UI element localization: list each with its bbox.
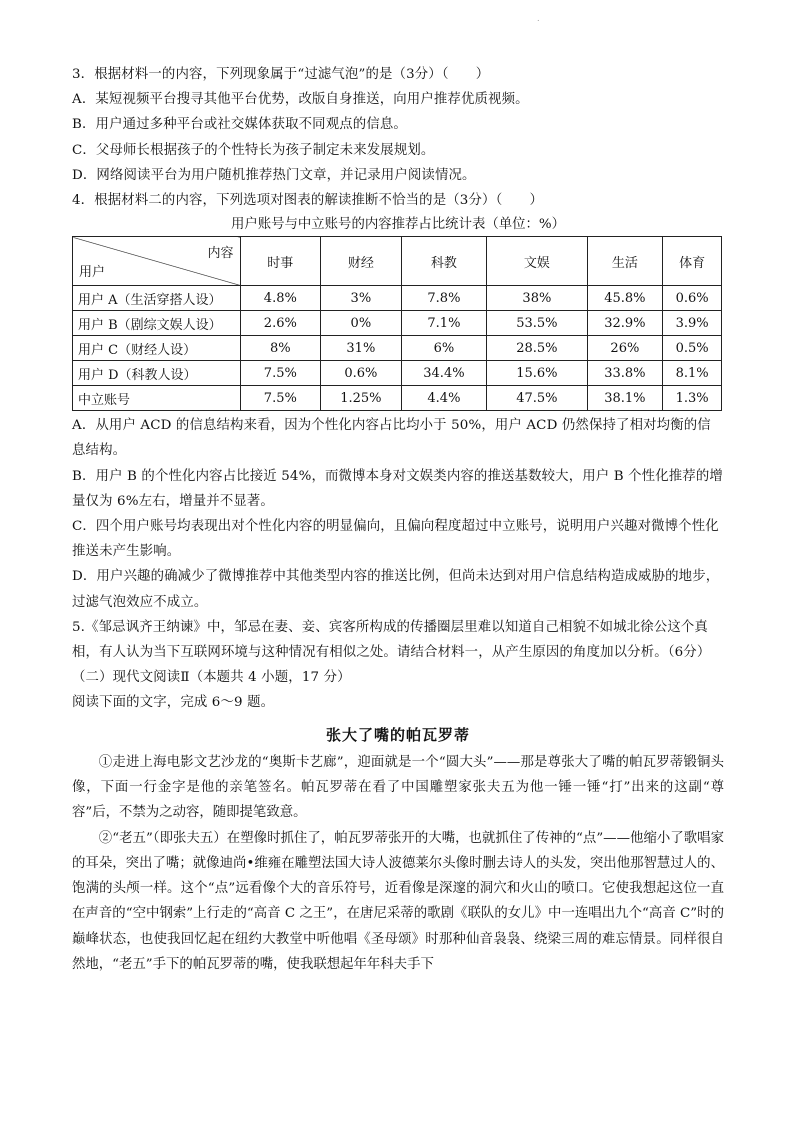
q3-stem: 3．根据材料一的内容，下列现象属于“过滤气泡”的是（3分）（ ） [72,67,490,82]
corner-top-label: 内容 [207,246,234,262]
table-cell: 0.6% [321,361,402,386]
table-cell: 53.5% [487,311,587,336]
q3-option-c: C．父母师长根据孩子的个性特长为孩子制定未来发展规划。 [72,142,435,158]
table-cell: 32.9% [587,311,663,336]
table-cell: 0% [321,311,402,336]
table-cell: 38% [487,286,587,311]
column-header: 体育 [663,237,722,286]
table-cell: 7.5% [240,361,321,386]
table-cell: 15.6% [487,361,587,386]
q5-question: 5.《邹忌讽齐王纳谏》中，邹忌在妻、妾、宾客所构成的传播圈层里难以知道自己相貌不如城北徐公这个真相，有人认为当下互联网环境与这种情况有相似之处。请结合材料一，从产生原因的角度加以分析。（6分） [72,619,711,661]
table-cell: 8.1% [663,361,722,386]
table-cell: 47.5% [487,386,587,411]
table-cell: 6% [401,336,487,361]
q3-option-b: B．用户通过多种平台或社交媒体获取不同观点的信息。 [72,117,407,133]
q3-option-a: A．某短视频平台搜寻其他平台优势，改版自身推送，向用户推荐优质视频。 [72,92,529,108]
column-header: 文娱 [487,237,587,286]
table-cell: 33.8% [587,361,663,386]
table-cell: 4.4% [401,386,487,411]
row-label: 中立账号 [73,386,241,411]
table-cell: 26% [587,336,663,361]
table-header-row [73,237,722,286]
section-heading: （二）现代文阅读Ⅱ（本题共 4 小题，17 分） [72,670,351,686]
q4-option-a: A．从用户 ACD 的信息结构来看，因为个性化内容占比均小于 50%，用户 ACD 仍然保持了相对均衡的信息结构。 [72,418,711,459]
table-row [73,286,722,311]
table-caption: 用户账号与中立账号的内容推荐占比统计表（单位：%） [230,217,566,233]
column-header: 时事 [240,237,321,286]
table-cell: 0.5% [663,336,722,361]
exam-page [72,62,724,977]
table-cell: 1.3% [663,386,722,411]
table-corner-cell [73,237,241,286]
article-title: 张大了嘴的帕瓦罗蒂 [325,725,470,744]
table-cell: 7.5% [240,386,321,411]
table-cell: 3.9% [663,311,722,336]
q4-option-d: D．用户兴趣的确减少了微博推荐中其他类型内容的推送比例，但尚未达到对用户信息结构造成威胁的地步，过滤气泡效应不成立。 [72,569,720,610]
article-paragraph-2: ②“老五”（即张夫五）在塑像时抓住了，帕瓦罗蒂张开的大嘴，也就抓住了传神的“点”——他缩小了歌唱家的耳朵，突出了嘴；就像迪尚•维雍在雕塑法国大诗人波德莱尔头像时删去诗人的头发，突出他那智慧过人的、饱满的头颅一样。这个“点”远看像个大的音乐符号，近看像是深邃的洞穴和火山的喷口。它使我想起这位一直在声音的“空中钢索”上行走的“高音 C 之王”，在唐尼采蒂的歌剧《联队的女儿》中一连唱出九个“高音 C”时的巅峰状态，也使我回忆起在纽约大教堂中听他唱《圣母颂》时那种仙音袅袅、绕梁三周的难忘情景。同样很自然地，“老五”手下的帕瓦罗蒂的嘴，使我联想起年年科夫手下 [72,830,724,973]
table-row [73,311,722,336]
table-cell: 4.8% [240,286,321,311]
table-cell: 34.4% [401,361,487,386]
q4-stem: 4．根据材料二的内容，下列选项对图表的解读推断不恰当的是（3分）（ ） [72,193,544,209]
q3-option-d: D．网络阅读平台为用户随机推荐热门文章，并记录用户阅读情况。 [72,167,476,183]
table-cell: 3% [321,286,402,311]
section-instruction: 阅读下面的文字，完成 6～9 题。 [72,695,275,711]
row-label: 用户 B（剧综文娱人设） [73,311,241,336]
corner-mark: . [537,14,540,23]
table-cell: 8% [240,336,321,361]
column-header: 生活 [587,237,663,286]
table-row [73,386,722,411]
row-label: 用户 A（生活穿搭人设） [73,286,241,311]
table-row [73,361,722,386]
stats-table [72,236,722,411]
row-label: 用户 C（财经人设） [73,336,241,361]
table-cell: 0.6% [663,286,722,311]
table-cell: 7.8% [401,286,487,311]
table-cell: 45.8% [587,286,663,311]
table-cell: 7.1% [401,311,487,336]
table-cell: 1.25% [321,386,402,411]
corner-bottom-label: 用户 [79,265,106,281]
table-cell: 28.5% [487,336,587,361]
table-row [73,336,722,361]
row-label: 用户 D（科教人设） [73,361,241,386]
q4-option-b: B．用户 B 的个性化内容占比接近 54%，而微博本身对文娱类内容的推送基数较大，用户 B 个性化推荐的增量仅为 6%左右，增量并不显著。 [72,468,723,509]
column-header: 科教 [401,237,487,286]
table-cell: 31% [321,336,402,361]
column-header: 财经 [321,237,402,286]
article-paragraph-1: ①走进上海电影文艺沙龙的“奥斯卡艺廊”，迎面就是一个“圆大头”——那是尊张大了嘴的帕瓦罗蒂锻铜头像，下面一行金字是他的亲笔签名。帕瓦罗蒂在看了中国雕塑家张夫五为他一锤一锤“打”出来的这副“尊容”后，不禁为之动容，随即提笔致意。 [72,754,724,821]
q4-option-c: C．四个用户账号均表现出对个性化内容的明显偏向，且偏向程度超过中立账号，说明用户兴趣对微博个性化推送未产生影响。 [72,519,719,560]
table-cell: 2.6% [240,311,321,336]
table-cell: 38.1% [587,386,663,411]
